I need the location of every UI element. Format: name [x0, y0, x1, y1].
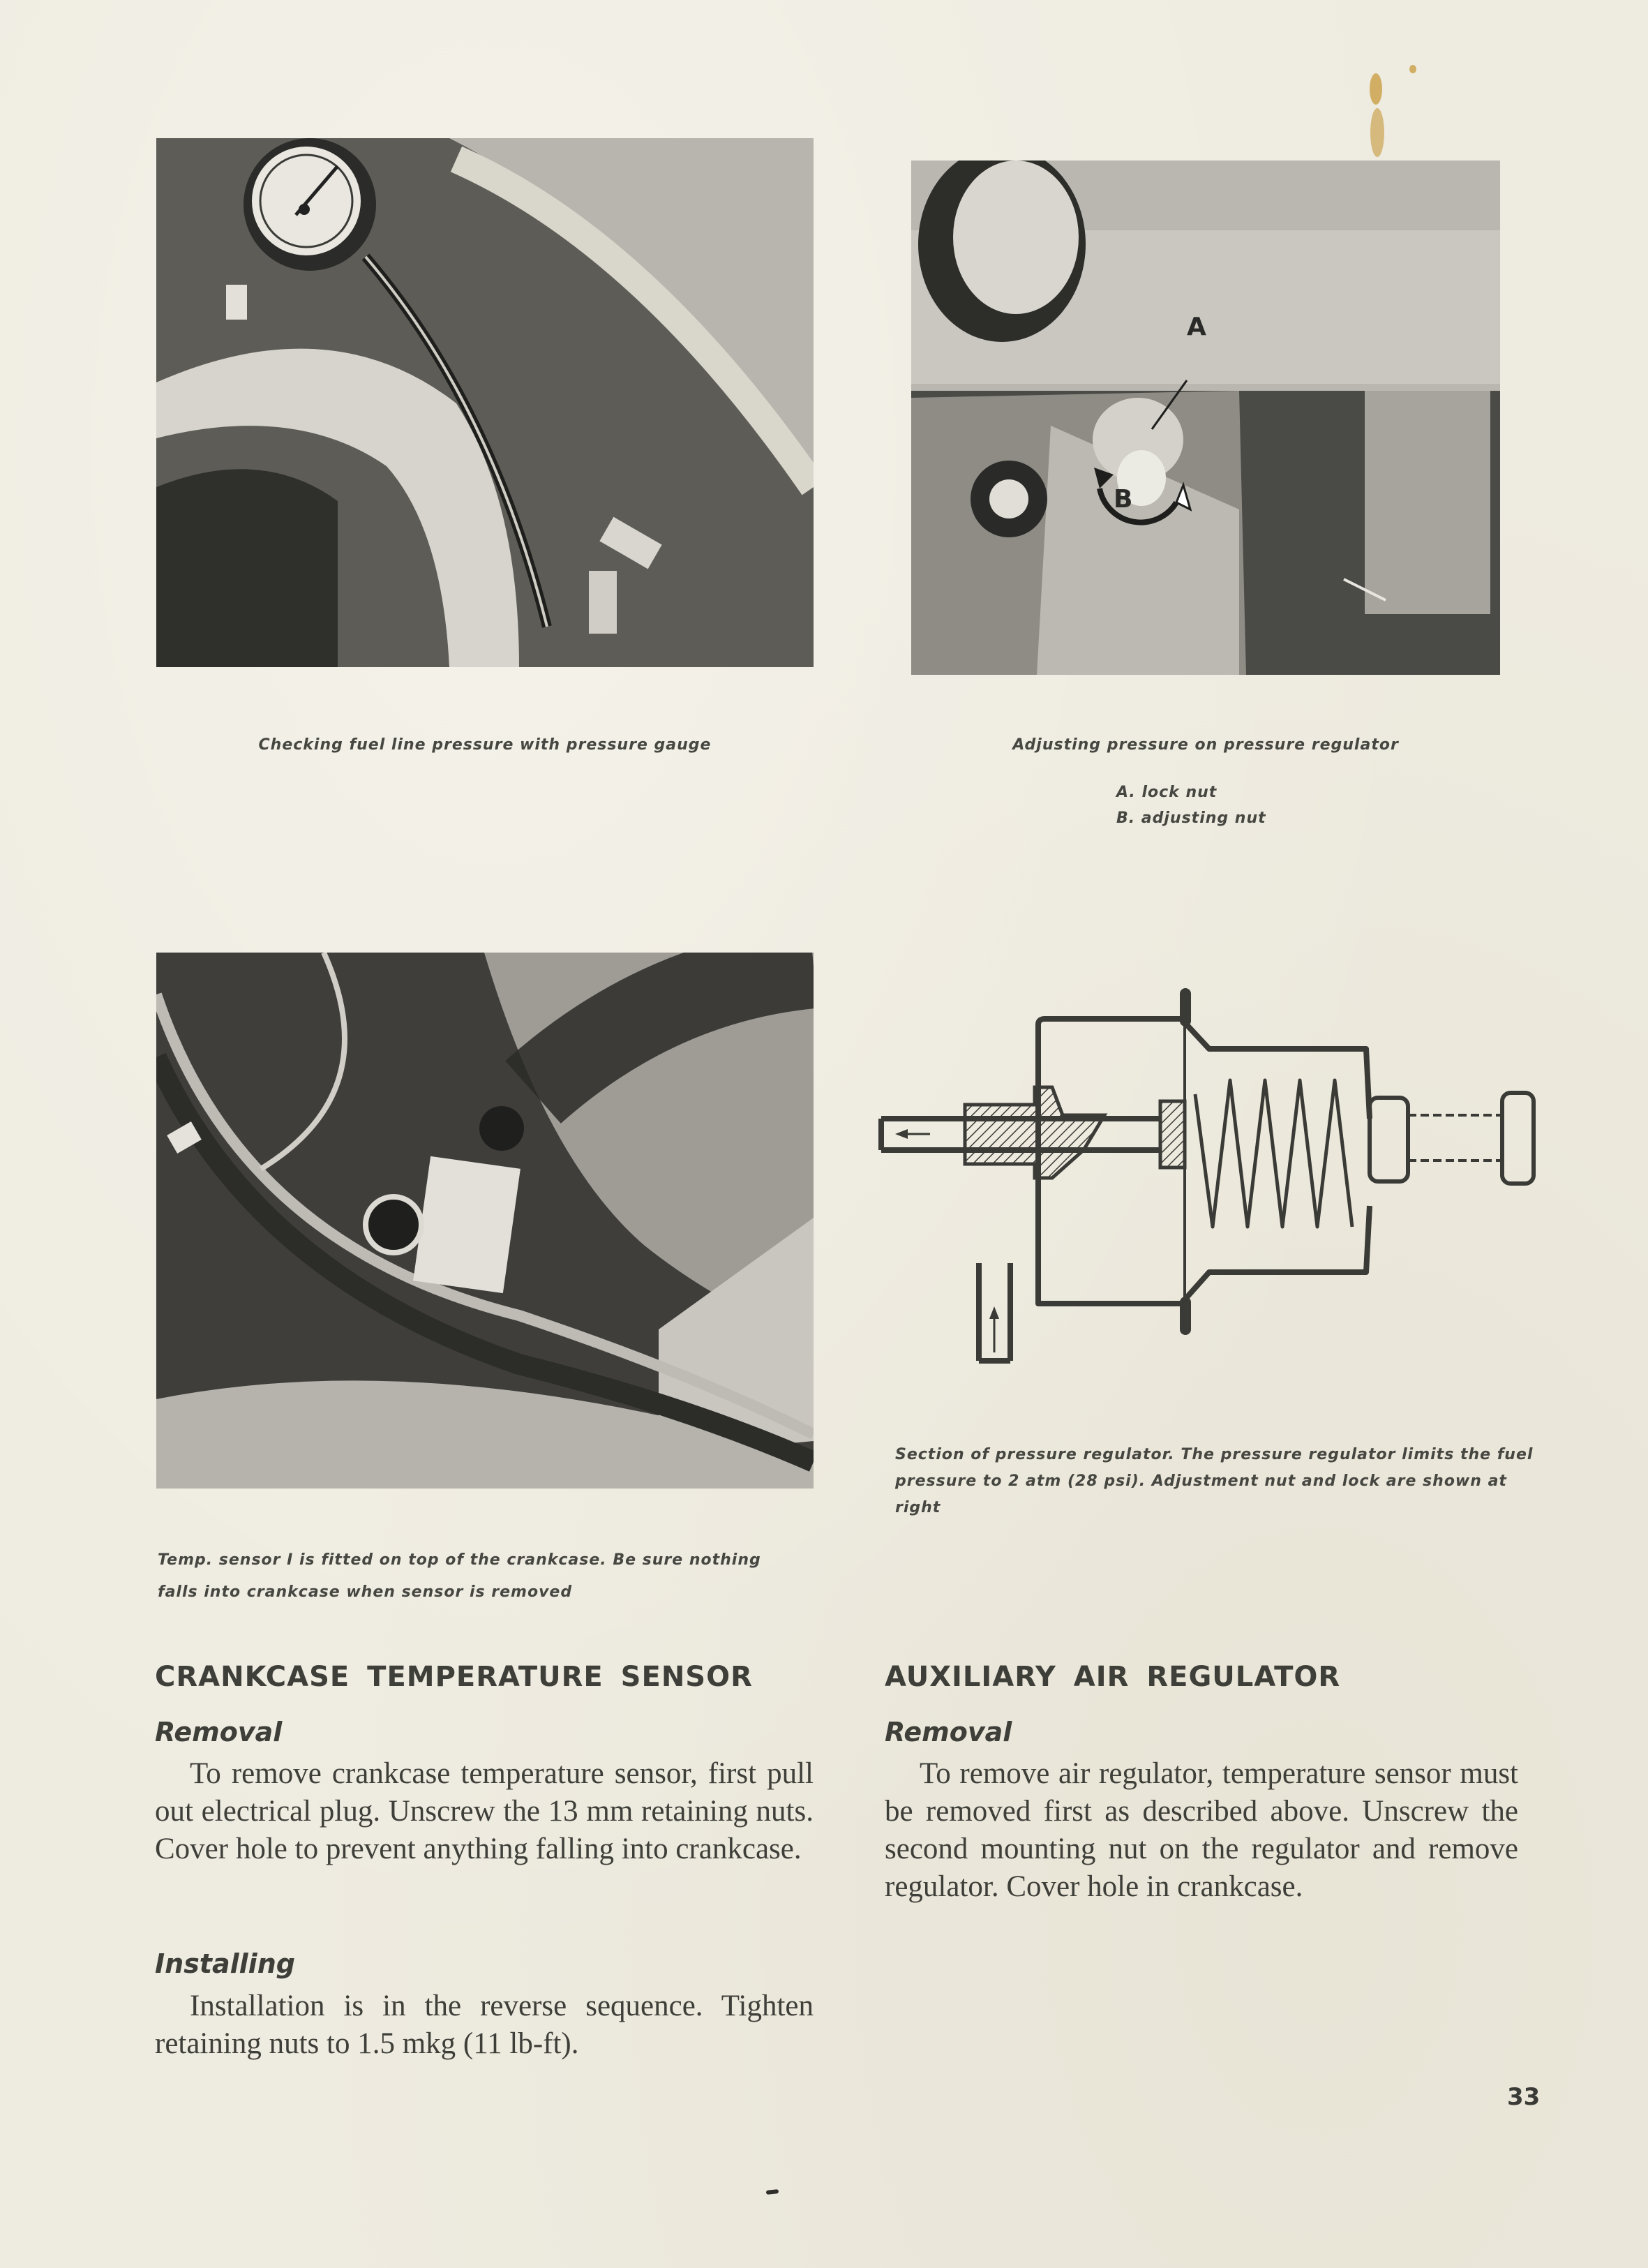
housing-left-bottom: [1038, 1181, 1181, 1304]
valve-seat: [1160, 1101, 1185, 1167]
temp-sensor-caption-line-1: Temp. sensor I is fitted on top of the crankcase. Be sure nothing: [158, 1551, 761, 1569]
housing-right-bottom: [1181, 1206, 1370, 1304]
crankcase-removal-subheading: Removal: [155, 1717, 283, 1747]
crankcase-installing-text: Installation is in the reverse sequence. Tighten retaining nuts to 1.5 mkg (11 lb-ft).: [155, 1990, 814, 2060]
label-b: B: [1114, 485, 1133, 514]
regulator-adjust-photo: [911, 161, 1500, 675]
regulator-legend-a: A. lock nut: [1116, 784, 1218, 801]
print-mark: [766, 2189, 779, 2195]
outlet-fitting: [965, 1087, 1104, 1178]
crankcase-removal-text: To remove crankcase temperature sensor, first pull out electrical plug. Unscrew the 13 mm retaining nuts. Cover hole to prevent anything falling into crankcase.: [155, 1757, 814, 1865]
paper-stain: [1370, 73, 1382, 105]
paper-stain: [1409, 65, 1416, 73]
housing-right-top: [1181, 1019, 1370, 1119]
aux-air-regulator-heading: AUXILIARY AIR REGULATOR: [885, 1661, 1341, 1693]
lock-nut: [1370, 1098, 1408, 1181]
regulator-section-caption-line-2: pressure to 2 atm (28 psi). Adjustment nut and lock are shown at: [895, 1472, 1507, 1490]
temp-sensor-photo-image: [156, 953, 814, 1489]
regulator-section-caption-line-3: right: [895, 1499, 941, 1516]
aux-air-removal-subheading: Removal: [885, 1717, 1012, 1747]
adjusting-nut: [1502, 1093, 1534, 1184]
crankcase-sensor-heading: CRANKCASE TEMPERATURE SENSOR: [155, 1661, 753, 1693]
label-a: A: [1187, 313, 1206, 341]
regulator-section-caption-line-1: Section of pressure regulator. The pressure regulator limits the fuel: [895, 1446, 1534, 1463]
diaphragm-rim-bottom: [1180, 1297, 1191, 1335]
regulator-adjust-photo-image: [911, 161, 1500, 675]
regulator-section-diagram: [874, 976, 1544, 1370]
regulator-section-svg: [874, 976, 1544, 1370]
fuel-gauge-photo: [156, 138, 814, 667]
paper-stain: [1370, 108, 1384, 157]
crankcase-installing-subheading: Installing: [155, 1948, 295, 1979]
diaphragm-rim-top: [1180, 988, 1191, 1027]
regulator-adjust-caption: Adjusting pressure on pressure regulator: [1012, 736, 1399, 754]
fuel-gauge-photo-image: [156, 138, 814, 667]
fuel-gauge-caption: Checking fuel line pressure with pressure gauge: [258, 736, 712, 754]
temp-sensor-photo: [156, 953, 814, 1489]
temp-sensor-caption-line-2: falls into crankcase when sensor is removed: [158, 1583, 573, 1601]
page-number: 33: [1507, 2083, 1541, 2111]
aux-air-removal-text: To remove air regulator, temperature sensor must be removed first as described above. Unscrew the second mounting nut on the regulator and remove regulator. Cover hole in crankcase.: [885, 1757, 1518, 1903]
spring: [1195, 1080, 1352, 1227]
regulator-legend-b: B. adjusting nut: [1116, 810, 1266, 827]
